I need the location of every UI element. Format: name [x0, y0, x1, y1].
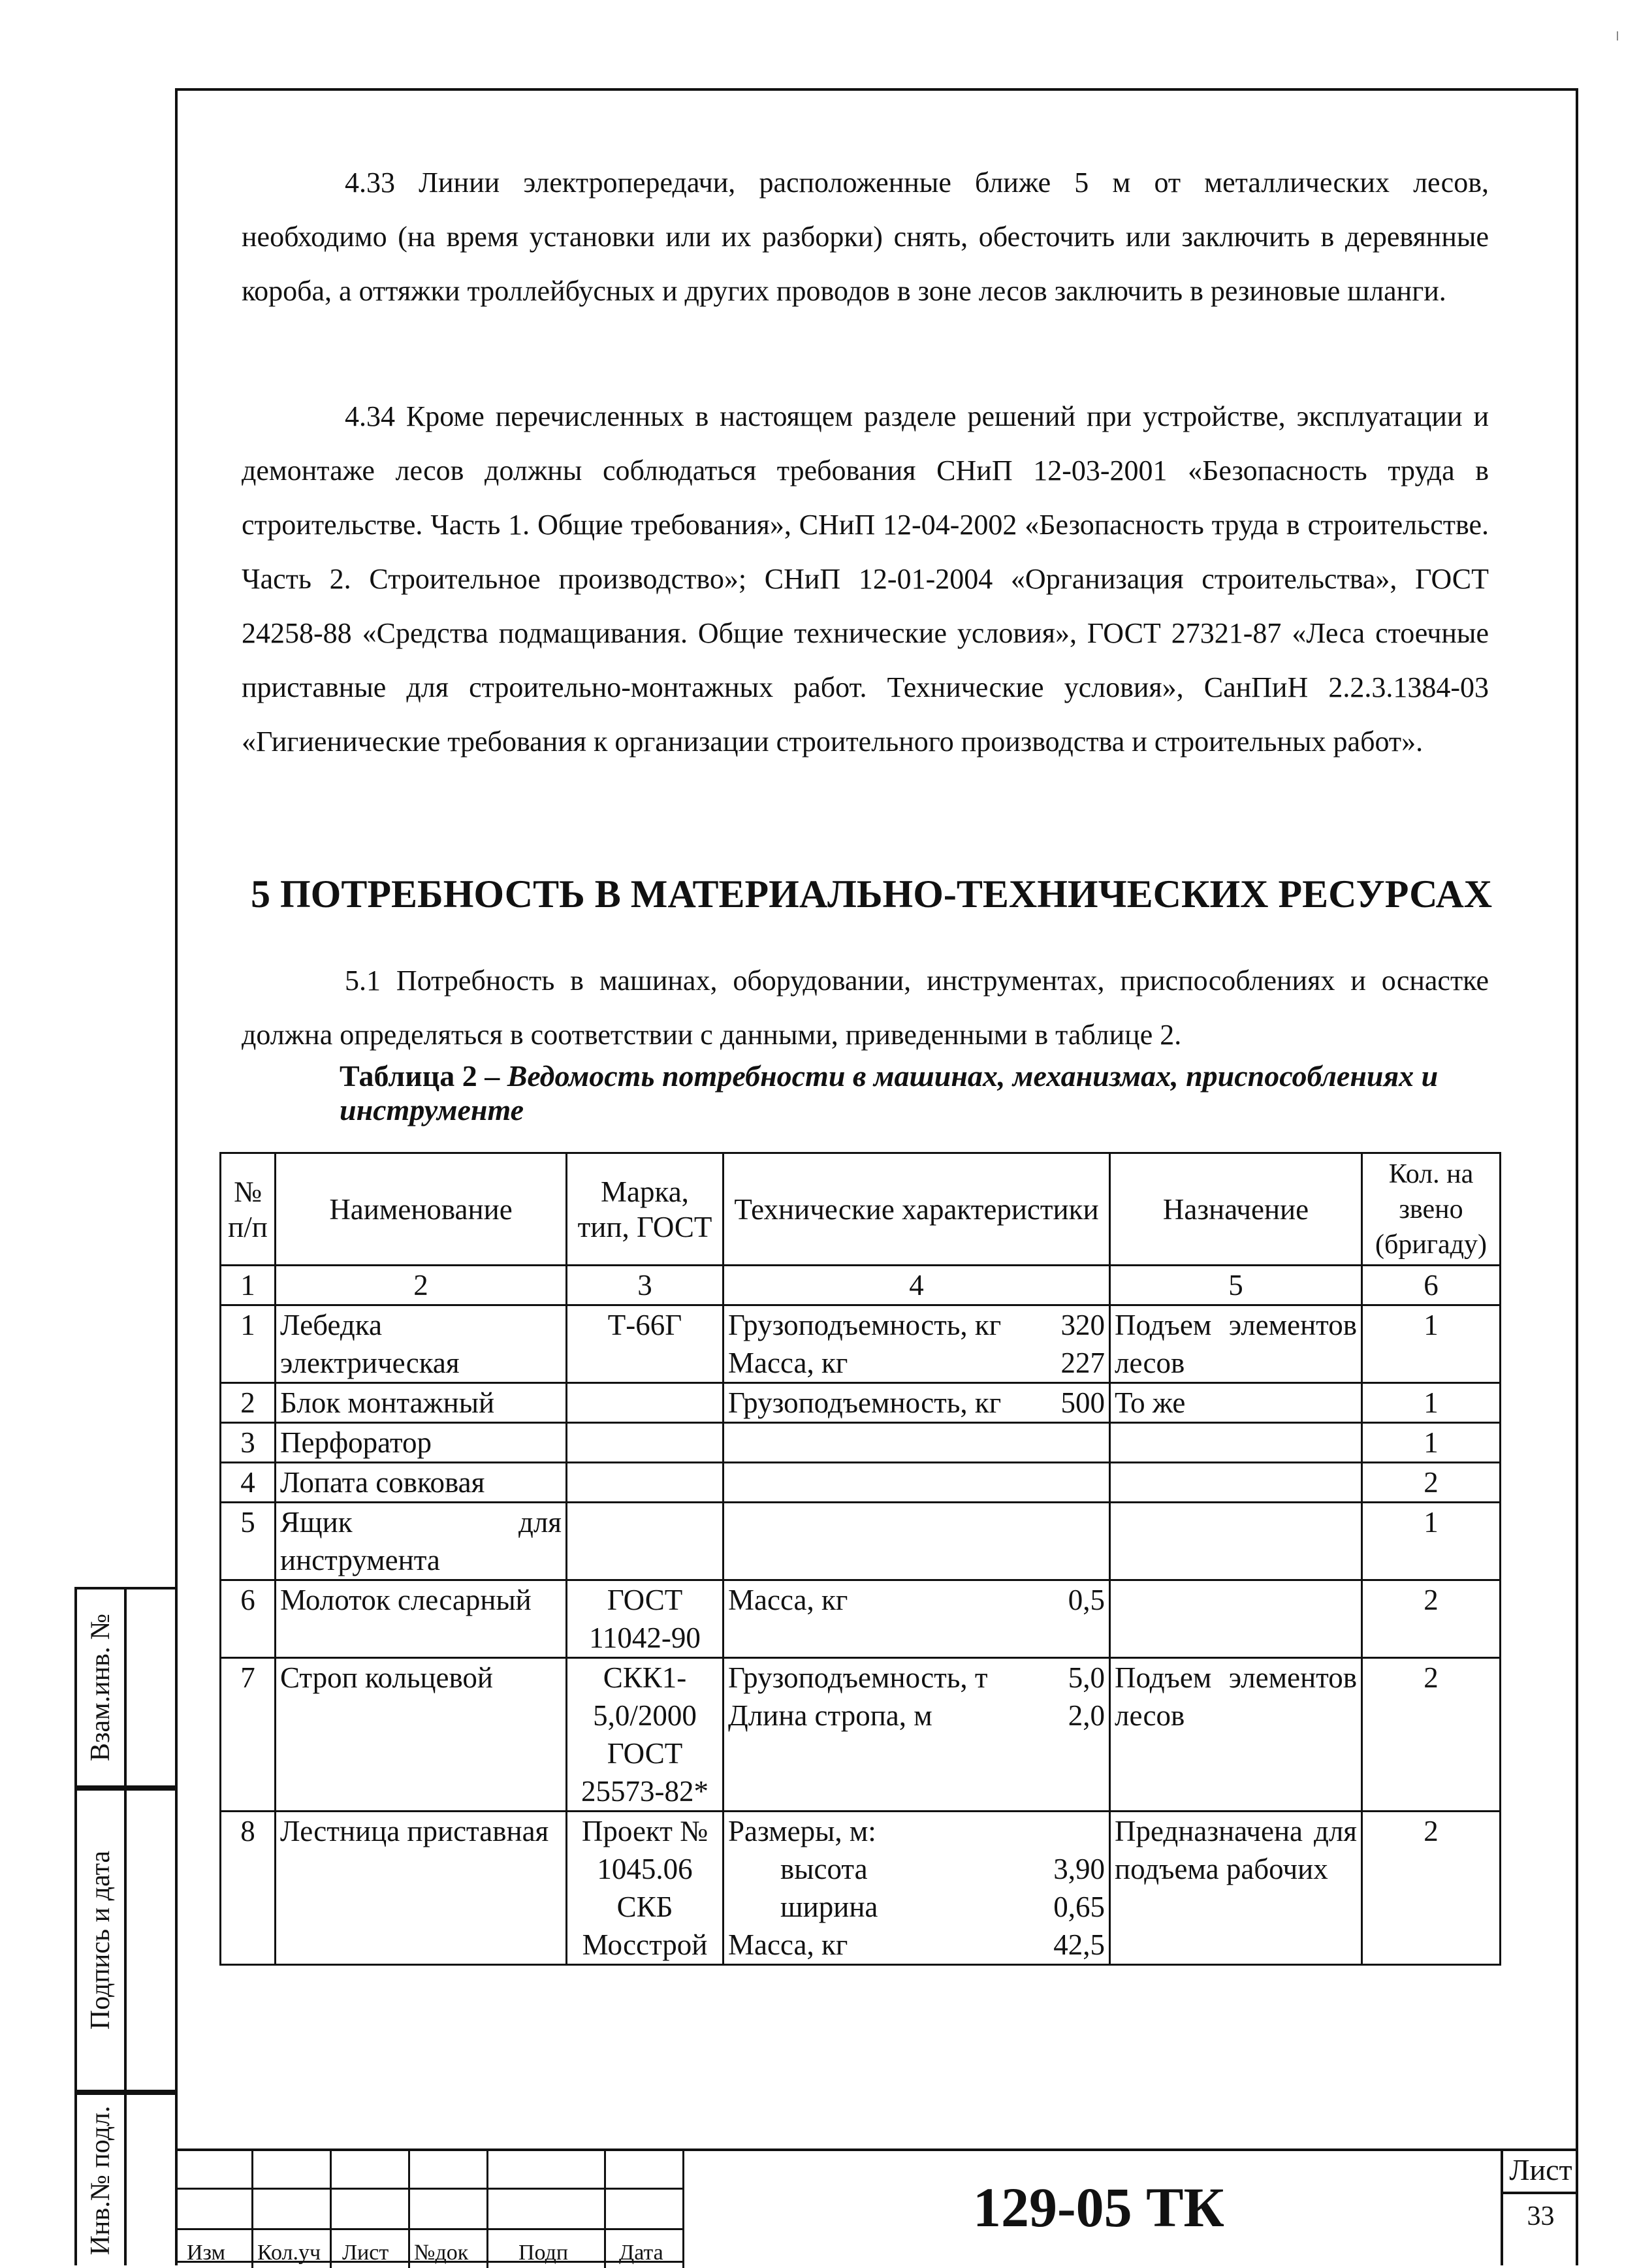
row-purpose: Подъем элементов лесов	[1110, 1305, 1362, 1383]
spec-key: Масса, кг	[728, 1347, 848, 1379]
spec-line	[728, 1697, 1105, 1734]
row-specs	[724, 1812, 1110, 1965]
row-specs	[724, 1423, 1110, 1463]
table-header-row	[221, 1153, 1501, 1266]
table-row	[221, 1383, 1501, 1423]
row-brand	[567, 1503, 724, 1580]
spec-value: 5,0	[1068, 1661, 1105, 1694]
header-specs: Технические характеристики	[724, 1153, 1110, 1266]
spec-title: Размеры, м:	[728, 1815, 876, 1847]
side-label-vzam: Взам.инв. №	[86, 1613, 116, 1762]
side-label-inv: Инв.№ подл.	[86, 2105, 116, 2255]
row-number: 1	[221, 1305, 276, 1383]
row-purpose	[1110, 1423, 1362, 1463]
row-specs	[724, 1463, 1110, 1503]
row-name: Блок монтажный	[276, 1383, 567, 1423]
row-qty: 2	[1362, 1463, 1501, 1503]
row-brand: Т-66Г	[567, 1305, 724, 1383]
header-num: № п/п	[221, 1153, 276, 1266]
title-block	[175, 2148, 1578, 2265]
colnum-4: 4	[724, 1266, 1110, 1305]
side-label-vzam-cell	[77, 1589, 127, 1785]
colnum-5: 5	[1110, 1266, 1362, 1305]
table-row	[221, 1305, 1501, 1383]
row-name: Лопата совковая	[276, 1463, 567, 1503]
table-caption	[340, 1059, 1450, 1127]
row-name: Перфоратор	[276, 1423, 567, 1463]
spec-key: ширина	[780, 1891, 878, 1923]
spec-value: 42,5	[1053, 1928, 1105, 1961]
row-purpose	[1110, 1503, 1362, 1580]
row-brand: СКК1-5,0/2000 ГОСТ 25573-82*	[567, 1658, 724, 1812]
resources-table	[219, 1152, 1501, 1966]
paragraph-5-1: 5.1 Потребность в машинах, оборудовании, инструментах, приспособлениях и оснастке должна определяться в соответствии с данными, приведенными в таблице 2.	[242, 965, 1489, 1051]
spec-line	[728, 1888, 1105, 1926]
row-brand: ГОСТ 11042-90	[567, 1580, 724, 1658]
row-name: Строп кольцевой	[276, 1658, 567, 1812]
side-box-vzam	[74, 1587, 175, 1788]
table-row	[221, 1658, 1501, 1812]
spec-value: 0,65	[1053, 1891, 1105, 1923]
column-number-row	[221, 1266, 1501, 1305]
row-specs	[724, 1503, 1110, 1580]
tb-label-ndok: №док	[414, 2241, 469, 2265]
spec-key: Длина стропа, м	[728, 1699, 932, 1732]
spec-key: Грузоподъемность, кг	[728, 1386, 1002, 1419]
spec-key: высота	[780, 1853, 868, 1885]
section-heading: 5 ПОТРЕБНОСТЬ В МАТЕРИАЛЬНО-ТЕХНИЧЕСКИХ РЕСУРСАХ	[251, 872, 1493, 916]
spec-value: 500	[1060, 1386, 1105, 1419]
row-purpose: Подъем элементов лесов	[1110, 1658, 1362, 1812]
table-row	[221, 1812, 1501, 1965]
row-purpose	[1110, 1463, 1362, 1503]
scan-mark	[1617, 31, 1618, 40]
sheet-box	[1501, 2148, 1578, 2265]
side-box-podpis	[74, 1788, 175, 2092]
spec-value: 320	[1060, 1309, 1105, 1341]
header-name: Наименование	[276, 1153, 567, 1266]
side-label-podpis-cell	[77, 1791, 127, 2090]
row-brand: Проект № 1045.06 СКБ Мосстрой	[567, 1812, 724, 1965]
table-caption-label: Таблица 2 –	[340, 1059, 500, 1093]
side-box-inv	[74, 2092, 175, 2265]
tb-label-list: Лист	[342, 2241, 389, 2265]
table-row	[221, 1503, 1501, 1580]
row-specs	[724, 1383, 1110, 1423]
row-qty: 1	[1362, 1383, 1501, 1423]
row-qty: 1	[1362, 1503, 1501, 1580]
spec-line	[728, 1581, 1105, 1619]
row-purpose: То же	[1110, 1383, 1362, 1423]
row-brand	[567, 1463, 724, 1503]
row-name: Ящик для инструмента	[276, 1503, 567, 1580]
spec-line	[728, 1384, 1105, 1422]
tb-label-kol: Кол.уч	[257, 2241, 321, 2265]
table-row	[221, 1463, 1501, 1503]
colnum-1: 1	[221, 1266, 276, 1305]
spec-value: 3,90	[1053, 1853, 1105, 1885]
document-code: 129-05 ТК	[973, 2176, 1224, 2239]
spec-value: 2,0	[1068, 1699, 1105, 1732]
row-brand	[567, 1423, 724, 1463]
spec-line	[728, 1926, 1105, 1964]
sheet-label: Лист	[1503, 2148, 1578, 2194]
table-row	[221, 1423, 1501, 1463]
row-name: Лестница приставная	[276, 1812, 567, 1965]
row-number: 7	[221, 1658, 276, 1812]
table-body	[221, 1305, 1501, 1965]
side-label-inv-cell	[77, 2095, 127, 2265]
colnum-6: 6	[1362, 1266, 1501, 1305]
row-name: Лебедка электрическая	[276, 1305, 567, 1383]
row-purpose	[1110, 1580, 1362, 1658]
spec-line	[728, 1344, 1105, 1382]
colnum-3: 3	[567, 1266, 724, 1305]
table-row	[221, 1580, 1501, 1658]
spec-key: Масса, кг	[728, 1584, 848, 1616]
row-number: 2	[221, 1383, 276, 1423]
spec-value: 227	[1060, 1347, 1105, 1379]
tb-label-data: Дата	[619, 2241, 663, 2265]
header-purpose: Назначение	[1110, 1153, 1362, 1266]
row-qty: 2	[1362, 1812, 1501, 1965]
row-name: Молоток слесарный	[276, 1580, 567, 1658]
sheet-number: 33	[1527, 2201, 1555, 2231]
row-specs	[724, 1658, 1110, 1812]
row-specs	[724, 1580, 1110, 1658]
spec-key: Грузоподъемность, кг	[728, 1309, 1002, 1341]
row-number: 8	[221, 1812, 276, 1965]
spec-value: 0,5	[1068, 1584, 1105, 1616]
tb-label-izm: Изм	[187, 2241, 226, 2265]
header-qty: Кол. на звено (бригаду)	[1362, 1153, 1501, 1266]
row-brand	[567, 1383, 724, 1423]
row-specs	[724, 1305, 1110, 1383]
row-qty: 2	[1362, 1658, 1501, 1812]
header-brand: Марка, тип, ГОСТ	[567, 1153, 724, 1266]
row-purpose: Предназначена для подъема рабочих	[1110, 1812, 1362, 1965]
row-number: 5	[221, 1503, 276, 1580]
spec-line	[728, 1659, 1105, 1697]
table-caption-title: Ведомость потребности в машинах, механизмах, приспособлениях и инструменте	[340, 1059, 1439, 1126]
paragraph-4-34: 4.34 Кроме перечисленных в настоящем разделе решений при устройстве, эксплуатации и демонтаже лесов должны соблюдаться требования СНиП 12-03-2001 «Безопасность труда в строительстве. Часть 1. Общие требования», СНиП 12-04-2002 «Безопасность труда в строительстве. Часть 2. Строительное производство»; СНиП 12-01-2004 «Организация строительства», ГОСТ 24258-88 «Средства подмащивания. Общие технические условия», ГОСТ 27321-87 «Леса стоечные приставные для строительно-монтажных работ. Технические условия», СанПиН 2.2.3.1384-03 «Гигиенические требования к организации строительного производства и строительных работ».	[242, 400, 1489, 758]
paragraph-4-33: 4.33 Линии электропередачи, расположенные ближе 5 м от металлических лесов, необходимо (на время установки или их разборки) снять, обесточить или заключить в деревянные короба, а оттяжки троллейбусных и других проводов в зоне лесов заключить в резиновые шланги.	[242, 167, 1489, 307]
row-qty: 1	[1362, 1305, 1501, 1383]
row-number: 6	[221, 1580, 276, 1658]
spec-key: Масса, кг	[728, 1928, 848, 1961]
row-number: 3	[221, 1423, 276, 1463]
spec-line	[728, 1850, 1105, 1888]
colnum-2: 2	[276, 1266, 567, 1305]
side-label-podpis: Подпись и дата	[86, 1850, 116, 2030]
row-number: 4	[221, 1463, 276, 1503]
spec-key: Грузоподъемность, т	[728, 1661, 988, 1694]
spec-line	[728, 1306, 1105, 1344]
row-qty: 1	[1362, 1423, 1501, 1463]
tb-label-podp: Подп	[518, 2241, 569, 2265]
row-qty: 2	[1362, 1580, 1501, 1658]
